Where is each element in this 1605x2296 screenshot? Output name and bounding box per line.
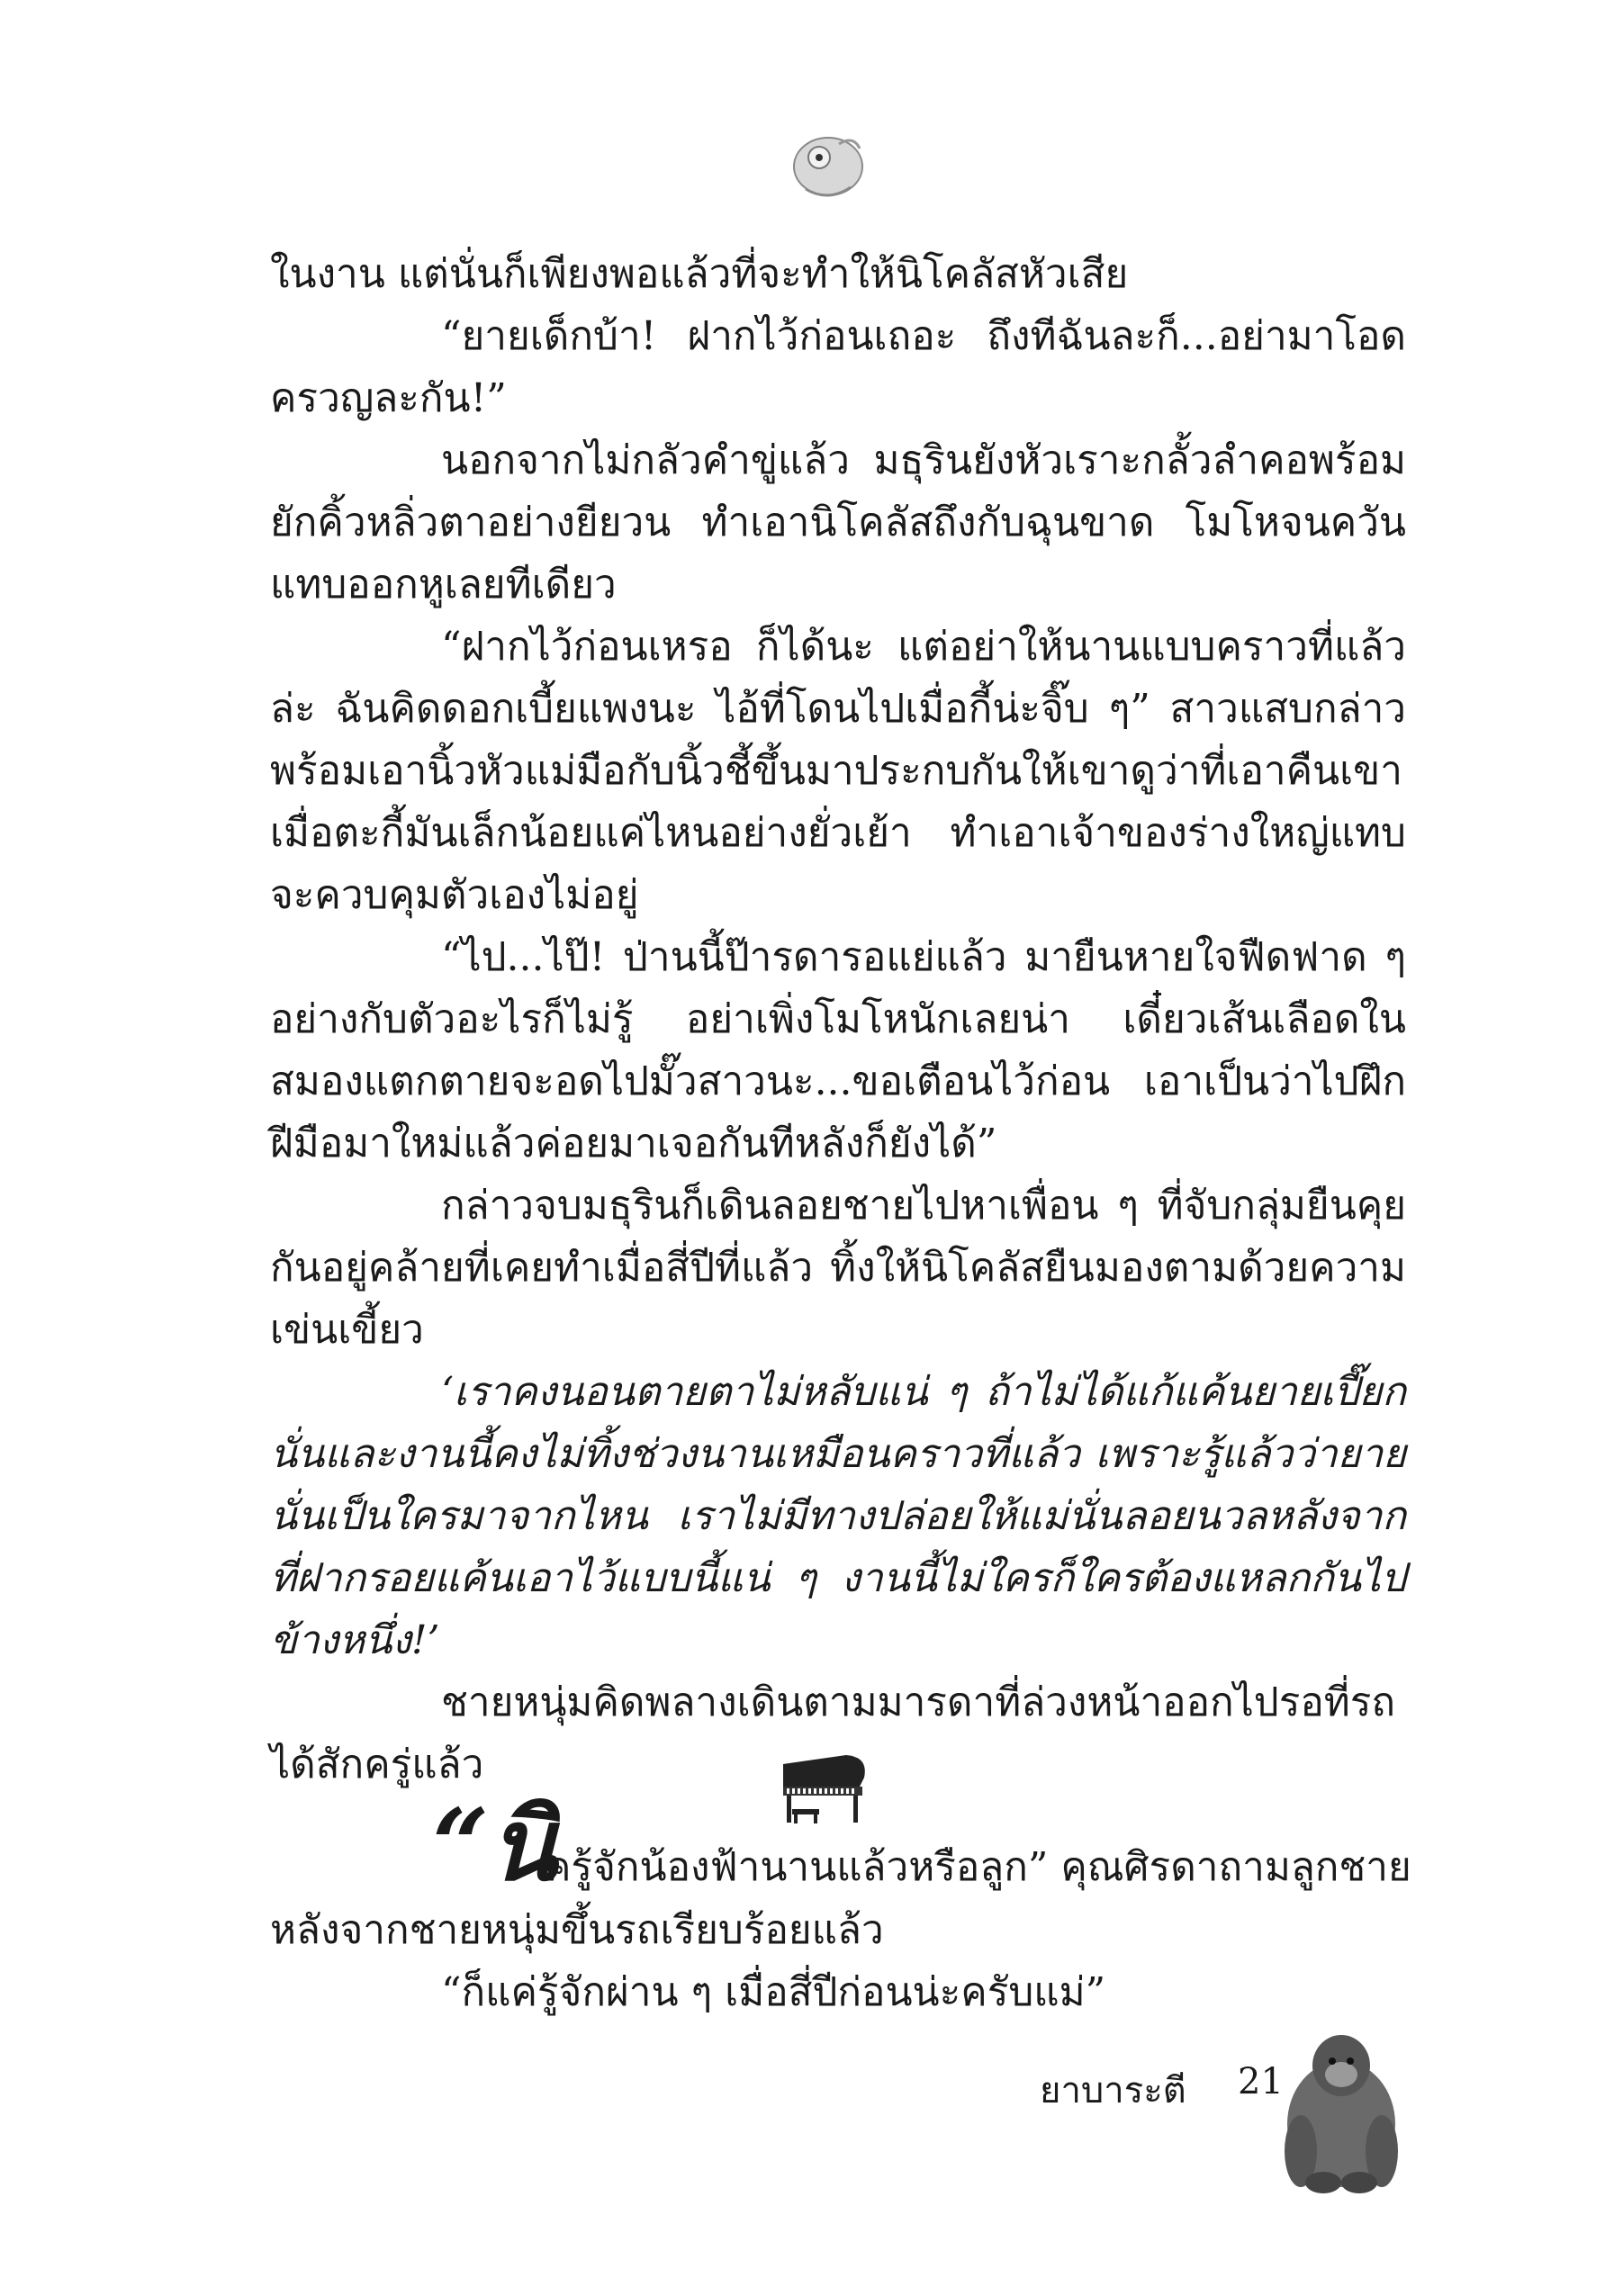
paragraph-5: “ไป...ไป๊! ป่านนี้ป๊ารดารอแย่แล้ว มายืนหายใจฟืดฟาด ๆ อย่างกับตัวอะไรก็ไม่รู้ อย่าเพิ่งโมโหนักเลยน่า เดี๋ยวเส้นเลือดในสมองแตกตายจะอดไปมั๊วสาวนะ...ขอเตือนไว้ก่อน เอาเป็นว่าไปฝึกฝีมือมาใหม่แล้วค่อยมาเจอกันทีหลังก็ยังได้” (270, 934, 1406, 1166)
paragraph-3: นอกจากไม่กลัวคำขู่แล้ว มธุรินยังหัวเราะกลั้วลำคอพร้อมยักคิ้วหลิ่วตาอย่างยียวน ทำเอานิโคลัสถึงกับฉุนขาด โมโหจนควันแทบออกหูเลยทีเดียว (270, 437, 1406, 608)
body-text (270, 243, 1406, 1796)
section-two (270, 1787, 1411, 2023)
paragraph-8: ชายหนุ่มคิดพลางเดินตามมารดาที่ล่วงหน้าออกไปรอที่รถได้สักครู่แล้ว (270, 1679, 1396, 1787)
book-title-footer: ยาบาระตี (1040, 2070, 1186, 2111)
gorilla-icon (1269, 2016, 1413, 2196)
paragraph-4: “ฝากไว้ก่อนเหรอ ก็ได้นะ แต่อย่าให้นานแบบคราวที่แล้วล่ะ ฉันคิดดอกเบี้ยแพงนะ ไอ้ที่โดนไปเมื่อกี้น่ะจิ๊บ ๆ” สาวแสบกล่าวพร้อมเอานิ้วหัวแม่มือกับนิ้วชี้ขึ้นมาประกบกันให้เขาดูว่าที่เอาคืนเขาเมื่อตะกี้มันเล็กน้อยแค่ไหนอย่างยั่วเย้า ทำเอาเจ้าของร่างใหญ่แทบจะควบคุมตัวเองไม่อยู่ (270, 624, 1406, 918)
first-line: ครู้จักน้องฟ้านานแล้วหรือลูก” คุณศิรดาถามลูกชาย (545, 1844, 1411, 1890)
drop-cap: “นิ (432, 1787, 557, 1903)
cartoon-figure-icon (783, 117, 873, 207)
third-line: “ก็แค่รู้จักผ่าน ๆ เมื่อสี่ปีก่อนน่ะครับแม่” (441, 1969, 1106, 2015)
page-number: 21 (1238, 2061, 1284, 2102)
paragraph-6: กล่าวจบมธุรินก็เดินลอยชายไปหาเพื่อน ๆ ที่จับกลุ่มยืนคุยกันอยู่คล้ายที่เคยทำเมื่อสี่ปีที่แล้ว ทิ้งให้นิโคลัสยืนมองตามด้วยความเข่นเขี้ยว (270, 1183, 1406, 1353)
paragraph-2: “ยายเด็กบ้า! ฝากไว้ก่อนเถอะ ถึงทีฉันละก็...อย่ามาโอดครวญละกัน!” (270, 313, 1406, 421)
paragraph-1: ในงาน แต่นั่นก็เพียงพอแล้วที่จะทำให้นิโคลัสหัวเสีย (270, 251, 1129, 297)
paragraph-7-thought: ‘เราคงนอนตายตาไม่หลับแน่ ๆ ถ้าไม่ได้แก้แค้นยายเปี๊ยกนั่นและงานนี้คงไม่ทิ้งช่วงนานเหมือนคราวที่แล้ว เพราะรู้แล้วว่ายายนั่นเป็นใครมาจากไหน เราไม่มีทางปล่อยให้แม่นั่นลอยนวลหลังจากที่ฝากรอยแค้นเอาไว้แบบนี้แน่ ๆ งานนี้ไม่ใครก็ใครต้องแหลกกันไปข้างหนึ่ง!’ (270, 1369, 1406, 1663)
dropcap-line (270, 1787, 1411, 1903)
second-line: หลังจากชายหนุ่มขึ้นรถเรียบร้อยแล้ว (270, 1907, 884, 1953)
grand-piano-icon (774, 1746, 873, 1827)
